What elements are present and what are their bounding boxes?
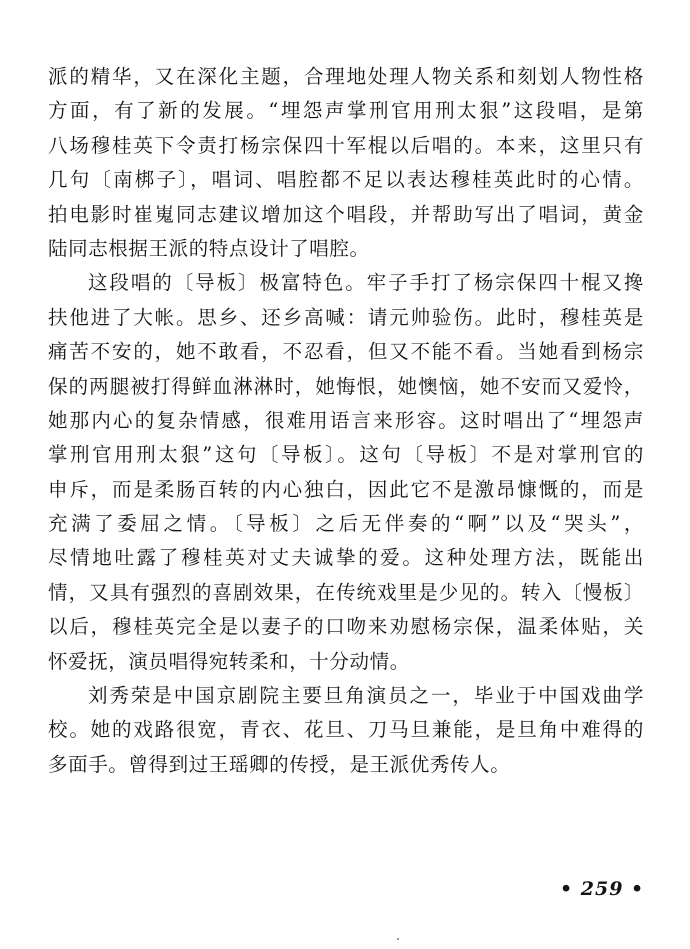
text-line: 校。她的戏路很宽，青衣、花旦、刀马旦兼能，是旦角中难得的 xyxy=(48,718,644,742)
text-line: 保的两腿被打得鲜血淋淋时，她悔恨，她懊恼，她不安而又爱怜， xyxy=(48,374,644,398)
text-line: 情，又具有强烈的喜剧效果，在传统戏里是少见的。转入〔慢板〕 xyxy=(48,580,644,604)
text-line: 八场穆桂英下令责打杨宗保四十军棍以后唱的。本来，这里只有 xyxy=(48,133,644,157)
text-line: 申斥，而是柔肠百转的内心独白，因此它不是激昂慷慨的，而是 xyxy=(48,477,644,501)
paragraph-2 xyxy=(48,266,644,679)
text-line: 多面手。曾得到过王瑶卿的传授，是王派优秀传人。 xyxy=(48,752,511,776)
page-number: • 259 • xyxy=(560,878,645,900)
scan-speck xyxy=(397,938,399,940)
text-line: 充满了委屈之情。〔导板〕之后无伴奏的“啊”以及“哭头”， xyxy=(48,512,644,536)
text-line: 这段唱的〔导板〕极富特色。牢子手打了杨宗保四十棍又搀 xyxy=(88,271,644,295)
text-line: 痛苦不安的，她不敢看，不忍看，但又不能不看。当她看到杨宗 xyxy=(48,340,644,364)
text-line: 方面，有了新的发展。“埋怨声掌刑官用刑太狠”这段唱，是第 xyxy=(48,99,644,123)
text-line: 几句〔南梆子〕，唱词、唱腔都不足以表达穆桂英此时的心情。 xyxy=(48,168,644,192)
text-line: 派的精华，又在深化主题，合理地处理人物关系和刻划人物性格 xyxy=(48,65,644,88)
paragraph-1 xyxy=(48,60,644,266)
text-line: 怀爱抚，演员唱得宛转柔和，十分动情。 xyxy=(48,649,410,673)
text-line: 她那内心的复杂情感，很难用语言来形容。这时唱出了“埋怨声 xyxy=(48,408,644,432)
text-line: 尽情地吐露了穆桂英对丈夫诚挚的爱。这种处理方法，既能出 xyxy=(48,546,644,570)
text-line: 以后，穆桂英完全是以妻子的口吻来劝慰杨宗保，温柔体贴，关 xyxy=(48,615,644,639)
text-line: 陆同志根据王派的特点设计了唱腔。 xyxy=(48,236,370,260)
text-line: 扶他进了大帐。思乡、还乡高喊：请元帅验伤。此时，穆桂英是 xyxy=(48,305,644,329)
text-line: 刘秀荣是中国京剧院主要旦角演员之一，毕业于中国戏曲学 xyxy=(88,684,644,708)
body-text xyxy=(48,60,644,782)
text-line: 掌刑官用刑太狠”这句〔导板〕。这句〔导板〕不是对掌刑官的 xyxy=(48,443,644,467)
text-line: 拍电影时崔嵬同志建议增加这个唱段，并帮助写出了唱词，黄金 xyxy=(48,202,644,226)
paragraph-3 xyxy=(48,679,644,782)
